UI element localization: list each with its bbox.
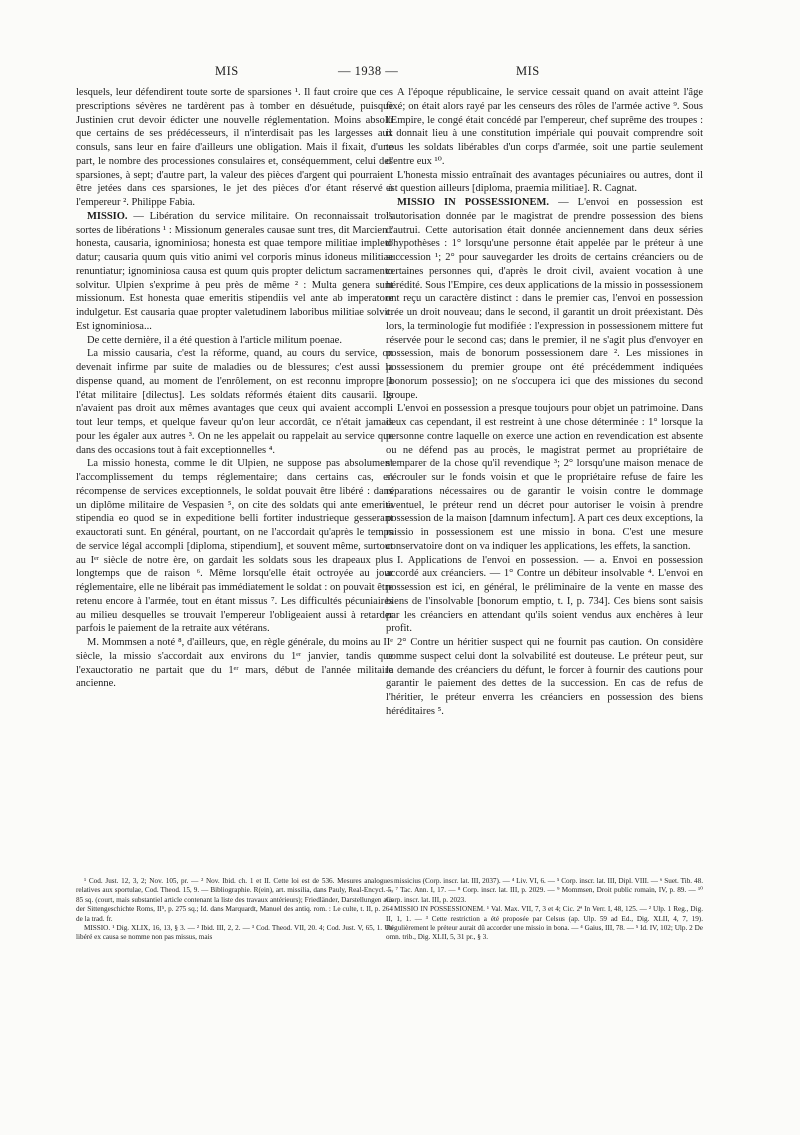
paragraph-in-possessionem-intro xyxy=(386,196,703,402)
paragraph-in-possessionem-text: — L'envoi en possession est l'autorisation donnée par le magistrat de prendre possession des biens d'autrui. Cette autorisation était donnée anciennement dans deux séries d'hypothèses : 1° lorsqu'une personne était appelée par le préteur à une succession ¹; 2° pour sauvegarder les droits de certains créanciers ou de certaines personnes qui, d'après le droit civil, avaient vocation à une hérédité. Sous l'Empire, ces deux applications de la missio in possessionem ont reçu un caractère distinct : dans le premier cas, l'envoi en possession crée un droit nouveau; dans le second, il garantit un droit préexistant. Dès lors, la terminologie fut modifiée : l'expression in possessionem mittere fut réservée pour le second cas; dans le premier, il ne s'agit plus d'envoyer en possession, mais de bonorum possessionem dare ². Les missiones in possessionem du premier groupe ont été précédemment indiquées [bonorum possessio]; on ne s'occupera ici que des missiones du second groupe. xyxy=(386,197,703,401)
footnote-missio: MISSIO. ¹ Dig. XLIX, 16, 13, § 3. — ² Ibid. III, 2, 2. — ³ Cod. Theod. VII, 20. 4; Cod. Just. V, 65, 1. Un libéré ex causa se nomme non pas missus, mais xyxy=(76,924,393,942)
entry-heading-missio: MISSIO. xyxy=(87,210,128,222)
page-number: — 1938 — xyxy=(338,64,399,78)
footnotes-left xyxy=(76,877,393,943)
footnote-sparsiones: ¹ Cod. Just. 12, 3, 2; Nov. 105, pr. — ² Nov. Ibid. ch. 1 et II. Cette loi est de 536. Mesures analogues relatives aux sportulae, Cod. Theod. 15, 9. — Bibliographie. R(ein), art. missilia, dans Pauly, Real-Encycl. 5, 85 sq. (court, mais substantiel article contenant la liste des travaux antérieurs); Friedländer, Darstellungen aus der Sittengeschichte Roms, II⁵, p. 275 sq.; Id. dans Marquardt, Manuel des antiq. rom. : Le culte, t. II, p. 264 de la trad. fr. xyxy=(76,877,393,923)
paragraph-missio-intro xyxy=(76,210,393,334)
left-column xyxy=(76,86,393,691)
paragraph-honesta: La missio honesta, comme le dit Ulpien, ne suppose pas absolument l'accomplissement du temps réglementaire; dans certains cas, en récompense de services exceptionnels, le soldat pouvait être libéré : dans un diplôme militaire de Vespasien ⁵, on cite des soldats qui ante emerita stipendia eo quod se in expeditione belli fortiter industrieque gesserant exauctorati sunt. En général, pourtant, on ne l'accordait qu'après le temps de service légal accompli [diploma, stipendium], et souvent même, surtout au Iᵉʳ siècle de notre ère, on gardait les soldats sous les drapeaux plus longtemps que de raison ⁶. Même lorsqu'elle était octroyée au jour réglementaire, elle ne libérait pas immédiatement le soldat : on pouvait être retenu encore à l'armée, tout en étant missus ⁷. Les difficultés pécuniaires au milieu desquelles se trouvait l'empereur l'obligeaient aussi à retarder parfois le paiement de la retraite aux vétérans. xyxy=(76,458,393,635)
footnote-in-possessionem: MISSIO IN POSSESSIONEM. ¹ Val. Max. VII, 7, 3 et 4; Cic. 2ª In Verr. I, 48, 125. — ² Ulp. 1 Reg., Dig. II, 1, 1. — ³ Cette restriction a été proposée par Celsus (ap. Ulp. 59 ad Ed., Dig. XLII, 4, 7, 19). Régulièrement le préteur aurait dû accorder une missio in bona. — ⁴ Gaius, III, 78. — ⁵ Id. IV, 102; Ulp. 2 De omn. trib., Dig. XLII, 5, 31 pr., § 3. xyxy=(386,905,703,942)
footnote-missio-cont: missicius (Corp. inscr. lat. III, 2037). — ⁴ Liv. VI, 6. — ⁵ Corp. inscr. lat. III, Dipl. VIII. — ⁶ Suet. Tib. 48. — ⁷ Tac. Ann. I, 17. — ⁸ Corp. inscr. lat. III, p. 2029. — ⁹ Mommsen, Droit public romain, IV, p. 89. — ¹⁰ Corp. inscr. lat. III, p. 2023. xyxy=(386,877,703,904)
paragraph-applications: I. Applications de l'envoi en possession. — a. Envoi en possession accordé aux créanciers. — 1° Contre un débiteur insolvable ⁴. L'envoi en possession est ici, en général, le préliminaire de la vente en masse des biens de l'insolvable [bonorum emptio, t. I, p. 734]. Ces biens sont saisis par les créanciers en attendant qu'ils soient vendus aux enchères à leur profit. xyxy=(386,554,703,635)
running-head-right: MIS xyxy=(516,64,540,78)
paragraph-heritier-suspect: 2° Contre un héritier suspect qui ne fournit pas caution. On considère comme suspect celui dont la solvabilité est douteuse. Le préteur peut, sur la demande des créanciers du défunt, le forcer à fournir des cautions pour garantir le paiement des dettes de la succession. En cas de refus de l'héritier, le préteur enverra les créanciers en possession des biens héréditaires ⁵. xyxy=(386,637,703,717)
footnotes-right xyxy=(386,877,703,943)
entry-heading-missio-in-possessionem: MISSIO IN POSSESSIONEM. xyxy=(397,197,550,208)
page-header xyxy=(76,64,727,82)
paragraph-republique: A l'époque républicaine, le service cessait quand on avait atteint l'âge fixé; on était alors rayé par les censeurs des rôles de l'armée active ⁹. Sous l'Empire, le congé était concédé par l'empereur, chef suprême des troupes : il donnait lieu à une constitution impériale qui pouvait comprendre soit tous les soldats libérables d'un corps d'armée, soit une partie seulement d'entre eux ¹⁰. xyxy=(386,87,703,167)
running-head-left: MIS xyxy=(215,64,239,78)
paragraph-missio-text: — Libération du service militaire. On reconnaissait trois sortes de libérations ¹ : Missionum generales causae sunt tres, dit Marcien : honesta, causaria, ignominiosa; honesta est quae tempore militiae impleto datur; causaria quum quis vitio animi vel corporis minus idoneus militiae renuntiatur; ignominiosa causa est quum quis propter delictum sacramento solvitur. Ulpien s'exprime à peu près de même ² : Multa genera sunt missionum. Est honesta quae emeritis stipendiis vel ante ab imperatore indulgetur. Est causaria quae propter valetudinem laboribus militiae solvit. Est ignominiosa... xyxy=(76,210,393,332)
paragraph-mommsen: M. Mommsen a noté ⁸, d'ailleurs, que, en règle générale, du moins au IIᵉ siècle, la missio s'accordait aux environs du 1ᵉʳ janvier, tandis que l'exauctoratio ne partait que du 1ᵉʳ mars, début de l'année militaire ancienne. xyxy=(76,637,393,690)
paragraph-honesta-missio: L'honesta missio entraînait des avantages pécuniaires ou autres, dont il est question ailleurs [diploma, praemia militiae]. R. Cagnat. xyxy=(386,169,703,195)
right-column xyxy=(386,86,703,719)
paragraph-patrimoine: L'envoi en possession a presque toujours pour objet un patrimoine. Dans deux cas cependant, il est restreint à une chose déterminée : 1° lorsque la personne contre laquelle on exerce une action en revendication est absente ou ne défend pas au procès, le magistrat permet au propriétaire de s'emparer de la chose qu'il revendique ³; 2° lorsqu'une maison menace de s'écrouler sur le fonds voisin et que le propriétaire refuse de faire les réparations nécessaires ou de garantir le voisin contre le dommage éventuel, le préteur rend un décret pour autoriser le voisin à prendre possession de la maison [damnum infectum]. A part ces deux exceptions, la missio in possessionem est une missio in bona. C'est une mesure conservatoire dont on va indiquer les applications, les effets, la sanction. xyxy=(386,403,703,552)
paragraph-sparsiones-end: lesquels, leur défendirent toute sorte de sparsiones ¹. Il faut croire que ces prescriptions sévères ne tardèrent pas à tomber en désuétude, puisque Justinien crut devoir édicter une nouvelle réglementation. Moins absolu que certains de ses prédécesseurs, il n'interdisait pas les largesses aux consuls, sans leur en faire d'ailleurs une obligation. Mais il fixait, d'une part, le nombre des processiones consulaires et, conséquemment, celui des sparsiones, à sept; d'autre part, la valeur des pièces d'argent qui pourraient être jetées dans ces sparsiones, le jet des pièces d'or étant réservé à l'empereur ². Philippe Fabia. xyxy=(76,87,393,208)
paragraph-ignominiosa: De cette dernière, il a été question à l'article militum poenae. xyxy=(87,334,342,346)
paragraph-causaria: La missio causaria, c'est la réforme, quand, au cours du service, on devenait infirme par suite de maladies ou de blessures; c'est aussi la dispense quand, au moment de l'enrôlement, on est reconnu impropre à l'état militaire [dilectus]. Les soldats réformés étaient dits causarii. Ils n'avaient pas droit aux mêmes avantages que ceux qui avaient accompli tout leur temps, et quelque faveur qu'on leur accordât, ce n'était jamais pour les égaler aux autres ³. On ne les appelait ou rappelait au service que dans des occasions tout à fait exceptionnelles ⁴. xyxy=(76,348,393,456)
